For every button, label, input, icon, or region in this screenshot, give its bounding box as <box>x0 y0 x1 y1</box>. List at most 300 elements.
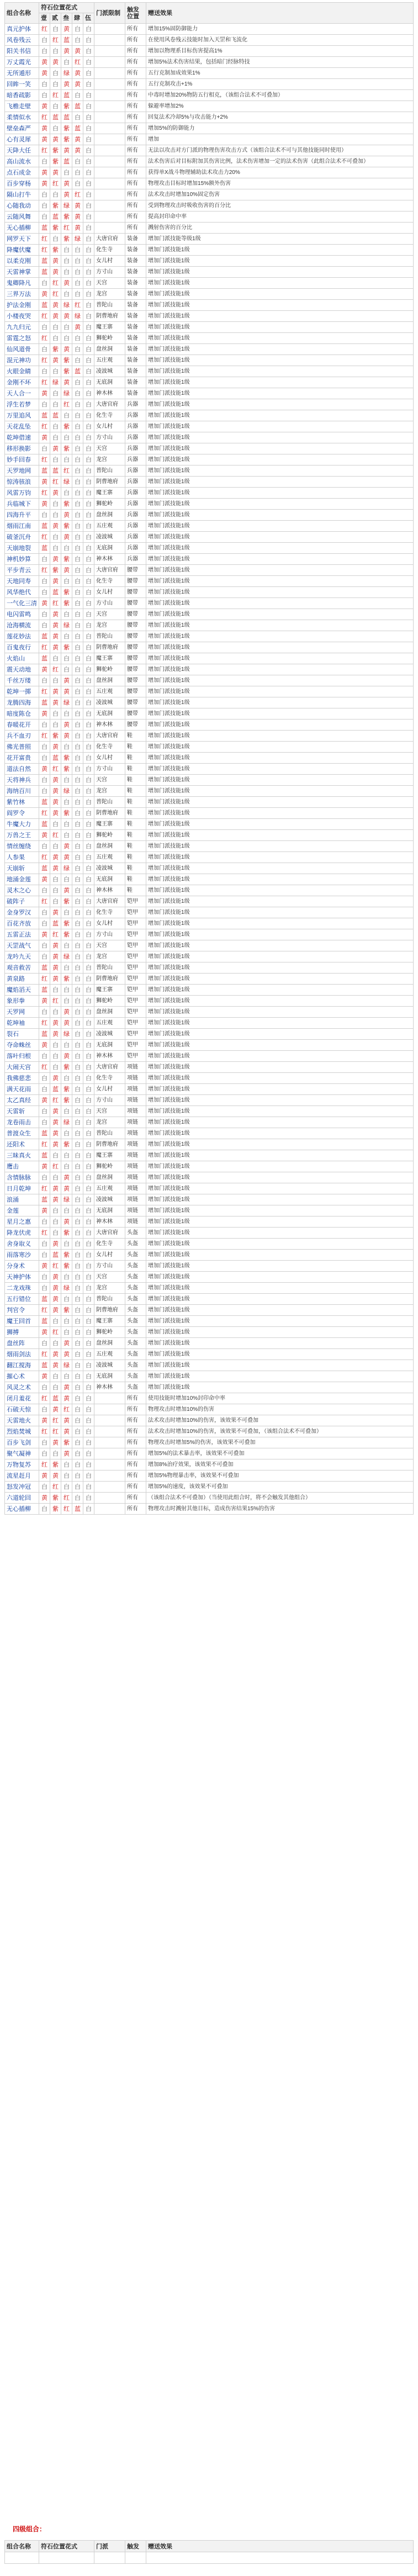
rune-pos-3: 白 <box>61 289 72 300</box>
effect-text: 增加门派技能1级 <box>146 1216 414 1228</box>
trigger-slot: 项链 <box>125 1062 146 1073</box>
rune-pos-1: 蓝 <box>39 985 50 996</box>
rune-pos-2: 黄 <box>50 1272 61 1283</box>
table-row <box>5 1095 414 1106</box>
table-row <box>5 145 414 156</box>
rune-pos-3: 黄 <box>61 377 72 388</box>
effect-text: 增加门派技能1级 <box>146 830 414 841</box>
effect-text: 增加门派技能1级 <box>146 532 414 543</box>
rune-pos-4: 黄 <box>72 134 83 145</box>
rune-pos-1: 白 <box>39 211 50 223</box>
effect-text: 增加门派技能1级 <box>146 410 414 421</box>
rune-pos-4: 白 <box>72 377 83 388</box>
rune-pos-2: 紫 <box>50 344 61 355</box>
table-row <box>5 731 414 742</box>
rune-pos-4: 白 <box>72 112 83 123</box>
rune-pos-3: 白 <box>61 1106 72 1117</box>
rune-pos-1: 白 <box>39 35 50 46</box>
door-limit: 龙宫 <box>94 1283 125 1294</box>
rune-pos-2: 黄 <box>50 1128 61 1139</box>
effect-text: 增加门派技能1级 <box>146 1051 414 1062</box>
door-limit: 龙宫 <box>94 620 125 631</box>
effect-text: 增加门派技能1级 <box>146 686 414 697</box>
table-row <box>5 808 414 819</box>
table-row <box>5 466 414 477</box>
table-row <box>5 1172 414 1183</box>
door-limit: 大唐官府 <box>94 1228 125 1239</box>
rune-pos-5: 白 <box>83 929 94 940</box>
rune-pos-2: 白 <box>50 1007 61 1018</box>
rune-pos-2: 黄 <box>50 521 61 532</box>
rune-pos-3: 白 <box>61 432 72 443</box>
rune-pos-3: 白 <box>61 664 72 675</box>
trigger-slot: 装备 <box>125 311 146 322</box>
door-limit: 无底洞 <box>94 874 125 885</box>
rune-pos-2: 黄 <box>50 1294 61 1305</box>
combo-name: 烟雨江南 <box>5 521 39 532</box>
combo-name: 乾坤袖 <box>5 1018 39 1029</box>
door-limit: 女儿村 <box>94 1084 125 1095</box>
combo-name: 满天花雨 <box>5 1084 39 1095</box>
rune-pos-5: 白 <box>83 311 94 322</box>
door-limit: 女儿村 <box>94 753 125 764</box>
trigger-slot: 所有 <box>125 1437 146 1448</box>
rune-pos-4: 白 <box>72 1018 83 1029</box>
rune-pos-1: 黄 <box>39 830 50 841</box>
rune-pos-2: 红 <box>50 1426 61 1437</box>
rune-pos-4: 白 <box>72 178 83 189</box>
rune-pos-4: 白 <box>72 675 83 686</box>
door-limit <box>94 156 125 167</box>
effect-text: 增加门派技能1级 <box>146 322 414 333</box>
rune-pos-1: 红 <box>39 565 50 576</box>
table-row <box>5 388 414 399</box>
effect-text: 增加门派技能1级 <box>146 587 414 598</box>
rune-pos-5: 白 <box>83 189 94 200</box>
effect-text: 无法以攻击对方门派的物理伤害攻击方式（该组合法术不可与其他技能同时使用） <box>146 145 414 156</box>
table-row <box>5 156 414 167</box>
door-limit: 女儿村 <box>94 918 125 929</box>
door-limit <box>94 46 125 57</box>
trigger-slot: 所有 <box>125 145 146 156</box>
rune-pos-4: 白 <box>72 797 83 808</box>
effect-text: 增加门派技能1级 <box>146 863 414 874</box>
table-row <box>5 918 414 929</box>
rune-pos-5: 白 <box>83 167 94 178</box>
rune-pos-2: 白 <box>50 46 61 57</box>
rune-pos-1: 黄 <box>39 708 50 720</box>
rune-pos-2: 黄 <box>50 852 61 863</box>
rune-pos-1: 红 <box>39 1459 50 1471</box>
rune-pos-2: 黄 <box>50 620 61 631</box>
rune-pos-4: 白 <box>72 488 83 499</box>
door-limit: 化生寺 <box>94 410 125 421</box>
rune-pos-3: 紫 <box>61 443 72 454</box>
rune-pos-1: 红 <box>39 1018 50 1029</box>
rune-pos-2: 蓝 <box>50 918 61 929</box>
combo-name: 聚气凝神 <box>5 1448 39 1459</box>
table-row <box>5 532 414 543</box>
rune-pos-4: 白 <box>72 388 83 399</box>
rune-pos-1: 黄 <box>39 1205 50 1216</box>
rune-pos-1: 白 <box>39 1007 50 1018</box>
table-row <box>5 587 414 598</box>
combo-name: 我佛慈悲 <box>5 1073 39 1084</box>
trigger-slot: 腰带 <box>125 675 146 686</box>
rune-pos-3: 白 <box>61 742 72 753</box>
table-row <box>5 1062 414 1073</box>
rune-pos-5: 白 <box>83 377 94 388</box>
effect-text: 增加门派技能1级 <box>146 1283 414 1294</box>
trigger-slot: 兵器 <box>125 410 146 421</box>
rune-pos-3: 黄 <box>61 1216 72 1228</box>
rune-pos-4: 白 <box>72 1007 83 1018</box>
section-four-title: 四级组合： <box>13 2525 46 2533</box>
table-row <box>5 1448 414 1459</box>
rune-pos-5: 白 <box>83 278 94 289</box>
rune-pos-5: 白 <box>83 587 94 598</box>
rune-pos-5: 白 <box>83 951 94 962</box>
rune-pos-5: 白 <box>83 1194 94 1205</box>
rune-pos-2: 红 <box>50 178 61 189</box>
rune-pos-2: 蓝 <box>50 410 61 421</box>
rune-pos-3: 绿 <box>61 200 72 211</box>
trigger-slot: 装备 <box>125 366 146 377</box>
trigger-slot: 铠甲 <box>125 951 146 962</box>
trigger-slot: 装备 <box>125 344 146 355</box>
door-limit: 普陀山 <box>94 962 125 974</box>
table-row <box>5 90 414 101</box>
door-limit <box>94 1471 125 1482</box>
combo-name: 舍身取义 <box>5 1239 39 1250</box>
rune-pos-1: 红 <box>39 234 50 245</box>
rune-pos-2: 白 <box>50 720 61 731</box>
rune-pos-5: 白 <box>83 764 94 775</box>
effect-text: 增加门派技能1级 <box>146 488 414 499</box>
rune-pos-5: 白 <box>83 79 94 90</box>
rune-pos-5: 白 <box>83 1448 94 1459</box>
combo-name: 春暖花开 <box>5 720 39 731</box>
rune-pos-2: 蓝 <box>50 466 61 477</box>
combo-name: 柔情似水 <box>5 112 39 123</box>
rune-pos-5: 白 <box>83 521 94 532</box>
t2-eff-header: 赠送效果 <box>146 2541 414 2552</box>
rune-pos-3: 蓝 <box>61 35 72 46</box>
combo-name: 太乙真经 <box>5 1095 39 1106</box>
trigger-slot: 鞋 <box>125 863 146 874</box>
table-row <box>5 134 414 145</box>
rune-pos-5: 白 <box>83 1493 94 1504</box>
rune-pos-4: 白 <box>72 697 83 708</box>
effect-text: 增加门派技能1级 <box>146 819 414 830</box>
combo-name: 降魔伏魔 <box>5 245 39 256</box>
rune-pos-1: 蓝 <box>39 1316 50 1327</box>
rune-pos-4: 白 <box>72 1106 83 1117</box>
rune-pos-5: 白 <box>83 90 94 101</box>
rune-pos-2: 紫 <box>50 200 61 211</box>
rune-pos-5: 白 <box>83 443 94 454</box>
combo-name: 灵木之心 <box>5 885 39 896</box>
rune-pos-1: 白 <box>39 1404 50 1415</box>
combo-name: 百花齐放 <box>5 918 39 929</box>
rune-pos-4: 白 <box>72 896 83 907</box>
trigger-slot: 所有 <box>125 211 146 223</box>
trigger-slot: 项链 <box>125 1139 146 1150</box>
door-limit: 阴曹地府 <box>94 1305 125 1316</box>
rune-pos-2: 紫 <box>50 223 61 234</box>
rune-pos-2: 紫 <box>50 565 61 576</box>
trigger-slot: 兵器 <box>125 432 146 443</box>
rune-pos-1: 黄 <box>39 57 50 68</box>
combo-name: 乾坤一掷 <box>5 686 39 697</box>
rune-pos-4: 白 <box>72 631 83 642</box>
trigger-slot: 头盔 <box>125 1349 146 1360</box>
trigger-slot: 腰带 <box>125 686 146 697</box>
combo-name: 千丝万缕 <box>5 675 39 686</box>
rune-pos-1: 白 <box>39 189 50 200</box>
rune-pos-1: 白 <box>39 1239 50 1250</box>
effect-text: 增加门派技能1级 <box>146 929 414 940</box>
table-row <box>5 101 414 112</box>
rune-pos-2: 红 <box>50 35 61 46</box>
rune-pos-4: 白 <box>72 786 83 797</box>
combo-name: 含情脉脉 <box>5 1172 39 1183</box>
rune-pos-4: 白 <box>72 1183 83 1194</box>
table-row <box>5 543 414 554</box>
door-limit: 盘丝洞 <box>94 344 125 355</box>
rune-pos-2: 黄 <box>50 488 61 499</box>
rune-pos-3: 绿 <box>61 863 72 874</box>
trigger-slot: 腰带 <box>125 598 146 609</box>
rune-pos-4: 白 <box>72 1294 83 1305</box>
combo-name: 点石成金 <box>5 167 39 178</box>
rune-pos-1: 红 <box>39 1349 50 1360</box>
door-limit: 方寸山 <box>94 432 125 443</box>
rune-pos-3: 紫 <box>61 521 72 532</box>
trigger-slot: 所有 <box>125 167 146 178</box>
rune-pos-3: 绿 <box>61 477 72 488</box>
door-limit: 凌波城 <box>94 532 125 543</box>
combo-name: 天罗网 <box>5 1007 39 1018</box>
table-row <box>5 1040 414 1051</box>
rune-pos-2: 黄 <box>50 1404 61 1415</box>
effect-text: 增加门派技能1级 <box>146 951 414 962</box>
rune-pos-3: 白 <box>61 333 72 344</box>
effect-text: 增加门派技能1级 <box>146 245 414 256</box>
trigger-slot: 项链 <box>125 1150 146 1161</box>
rune-pos-2: 白 <box>50 1228 61 1239</box>
table-row <box>5 1493 414 1504</box>
rune-pos-5: 白 <box>83 775 94 786</box>
rune-pos-5: 白 <box>83 1426 94 1437</box>
table-row <box>5 1393 414 1404</box>
rune-pos-1: 红 <box>39 974 50 985</box>
rune-pos-2: 白 <box>50 874 61 885</box>
rune-pos-4: 黄 <box>72 223 83 234</box>
effect-text: 增加门派技能1级 <box>146 1261 414 1272</box>
rune-pos-5: 白 <box>83 852 94 863</box>
door-limit: 盘丝洞 <box>94 841 125 852</box>
rune-pos-2: 黄 <box>50 134 61 145</box>
trigger-slot: 所有 <box>125 200 146 211</box>
door-limit: 女儿村 <box>94 1250 125 1261</box>
rune-pos-1: 白 <box>39 1250 50 1261</box>
rune-pos-1: 红 <box>39 24 50 35</box>
rune-pos-3: 绿 <box>61 697 72 708</box>
rune-pos-3: 白 <box>61 819 72 830</box>
rune-pos-2: 白 <box>50 366 61 377</box>
trigger-slot: 头盔 <box>125 1382 146 1393</box>
rune-pos-5: 白 <box>83 1305 94 1316</box>
trigger-slot: 所有 <box>125 79 146 90</box>
rune-pos-3: 绿 <box>61 620 72 631</box>
rune-pos-4: 白 <box>72 1073 83 1084</box>
effect-text: 增加门派技能1级 <box>146 885 414 896</box>
trigger-slot: 鞋 <box>125 775 146 786</box>
rune-pos-1: 白 <box>39 609 50 620</box>
door-limit <box>94 1426 125 1437</box>
rune-pos-2: 红 <box>50 278 61 289</box>
combo-name: 龙卷雨击 <box>5 1117 39 1128</box>
effect-text: 增加门派技能1级 <box>146 1018 414 1029</box>
rune-pos-3: 紫 <box>61 587 72 598</box>
combo-name: 天罗地网 <box>5 466 39 477</box>
rune-pos-4: 蓝 <box>72 1504 83 1515</box>
combo-name: 佛光普照 <box>5 742 39 753</box>
table-row <box>5 786 414 797</box>
effect-text: 增加门派技能1级 <box>146 554 414 565</box>
table-row <box>5 46 414 57</box>
door-limit <box>94 1404 125 1415</box>
rune-pos-5: 白 <box>83 885 94 896</box>
door-limit <box>94 24 125 35</box>
table-row <box>5 167 414 178</box>
rune-pos-3: 绿 <box>61 1283 72 1294</box>
rune-pos-3: 白 <box>61 996 72 1007</box>
table-row <box>5 57 414 68</box>
rune-pos-1: 黄 <box>39 1040 50 1051</box>
rune-pos-5: 白 <box>83 366 94 377</box>
combo-name: 万兽之王 <box>5 830 39 841</box>
trigger-slot: 铠甲 <box>125 1040 146 1051</box>
combo-name: 鬼卿降凡 <box>5 278 39 289</box>
effect-text: 增加 <box>146 134 414 145</box>
trigger-slot: 所有 <box>125 1459 146 1471</box>
table-row <box>5 1294 414 1305</box>
rune-pos-3: 黄 <box>61 189 72 200</box>
rune-pos-2: 黄 <box>50 642 61 653</box>
rune-pos-1: 黄 <box>39 289 50 300</box>
table-row <box>5 1360 414 1371</box>
effect-text: 增加门派技能1级 <box>146 443 414 454</box>
combo-name: 天崩斩 <box>5 863 39 874</box>
combo-name: 兵不血刃 <box>5 731 39 742</box>
effect-text: 法术伤害后对目标附加其伤害比例，法术伤害增加一定的法术伤害（此组合法术不可叠加） <box>146 156 414 167</box>
rune-pos-3: 黄 <box>61 1183 72 1194</box>
table-row <box>5 510 414 521</box>
rune-pos-1: 蓝 <box>39 521 50 532</box>
rune-pos-4: 白 <box>72 863 83 874</box>
rune-pos-1: 白 <box>39 951 50 962</box>
table-row <box>5 1073 414 1084</box>
door-limit: 魔王寨 <box>94 653 125 664</box>
table-row <box>5 1459 414 1471</box>
rune-pos-1: 白 <box>39 278 50 289</box>
door-limit: 狮驼岭 <box>94 1161 125 1172</box>
effect-text: 增加门派技能1级 <box>146 1139 414 1150</box>
rune-pos-5: 白 <box>83 841 94 852</box>
door-limit: 化生寺 <box>94 907 125 918</box>
rune-pos-5: 白 <box>83 1349 94 1360</box>
rune-pos-4: 蓝 <box>72 101 83 112</box>
table-row <box>5 1216 414 1228</box>
combo-name: 人参果 <box>5 852 39 863</box>
rune-pos-3: 红 <box>61 223 72 234</box>
trigger-slot: 装备 <box>125 234 146 245</box>
rune-pos-2: 红 <box>50 764 61 775</box>
rune-pos-2: 紫 <box>50 1504 61 1515</box>
rune-pos-4: 白 <box>72 587 83 598</box>
rune-pos-4: 白 <box>72 466 83 477</box>
trigger-slot: 兵器 <box>125 488 146 499</box>
effect-text: 法术攻击时增加10%固定伤害 <box>146 189 414 200</box>
effect-text: 增加门派技能1级 <box>146 1205 414 1216</box>
trigger-slot: 铠甲 <box>125 1018 146 1029</box>
rune-pos-2: 白 <box>50 896 61 907</box>
combo-name: 五行错位 <box>5 1294 39 1305</box>
trigger-slot: 所有 <box>125 57 146 68</box>
rune-pos-4: 黄 <box>72 46 83 57</box>
door-limit: 神木林 <box>94 885 125 896</box>
rune-pos-3: 紫 <box>61 234 72 245</box>
rune-pos-5: 白 <box>83 1051 94 1062</box>
combo-name: 牛魔大力 <box>5 819 39 830</box>
door-limit: 大唐官府 <box>94 896 125 907</box>
rune-pos-3: 黄 <box>61 565 72 576</box>
rune-pos-1: 白 <box>39 156 50 167</box>
door-limit <box>94 223 125 234</box>
rune-pos-3: 紫 <box>61 499 72 510</box>
table-row <box>5 664 414 675</box>
rune-pos-3: 黄 <box>61 885 72 896</box>
table-row <box>5 720 414 731</box>
col-door-header: 门派限制 <box>94 3 125 24</box>
rune-pos-2: 黄 <box>50 256 61 267</box>
effect-text: 增加门派技能1级 <box>146 918 414 929</box>
rune-pos-4: 白 <box>72 1371 83 1382</box>
table-row <box>5 1139 414 1150</box>
rune-pos-2: 紫 <box>50 1493 61 1504</box>
door-limit <box>94 68 125 79</box>
combo-name: 石破天惊 <box>5 1404 39 1415</box>
door-limit: 方寸山 <box>94 929 125 940</box>
rune-pos-5: 白 <box>83 830 94 841</box>
effect-text: 增加门派技能1级 <box>146 764 414 775</box>
trigger-slot: 腰带 <box>125 697 146 708</box>
rune-pos-4: 白 <box>72 742 83 753</box>
rune-pos-1: 白 <box>39 841 50 852</box>
trigger-slot: 所有 <box>125 101 146 112</box>
table-row <box>5 797 414 808</box>
rune-pos-4: 白 <box>72 1349 83 1360</box>
rune-pos-3: 紫 <box>61 421 72 432</box>
combo-name: 四海升平 <box>5 510 39 521</box>
rune-pos-2: 黄 <box>50 940 61 951</box>
combo-name: 小楼夜哭 <box>5 311 39 322</box>
effect-text: 增加门派技能1级 <box>146 355 414 366</box>
rune-pos-4: 黄 <box>72 200 83 211</box>
combo-name: 天雷斩 <box>5 1106 39 1117</box>
